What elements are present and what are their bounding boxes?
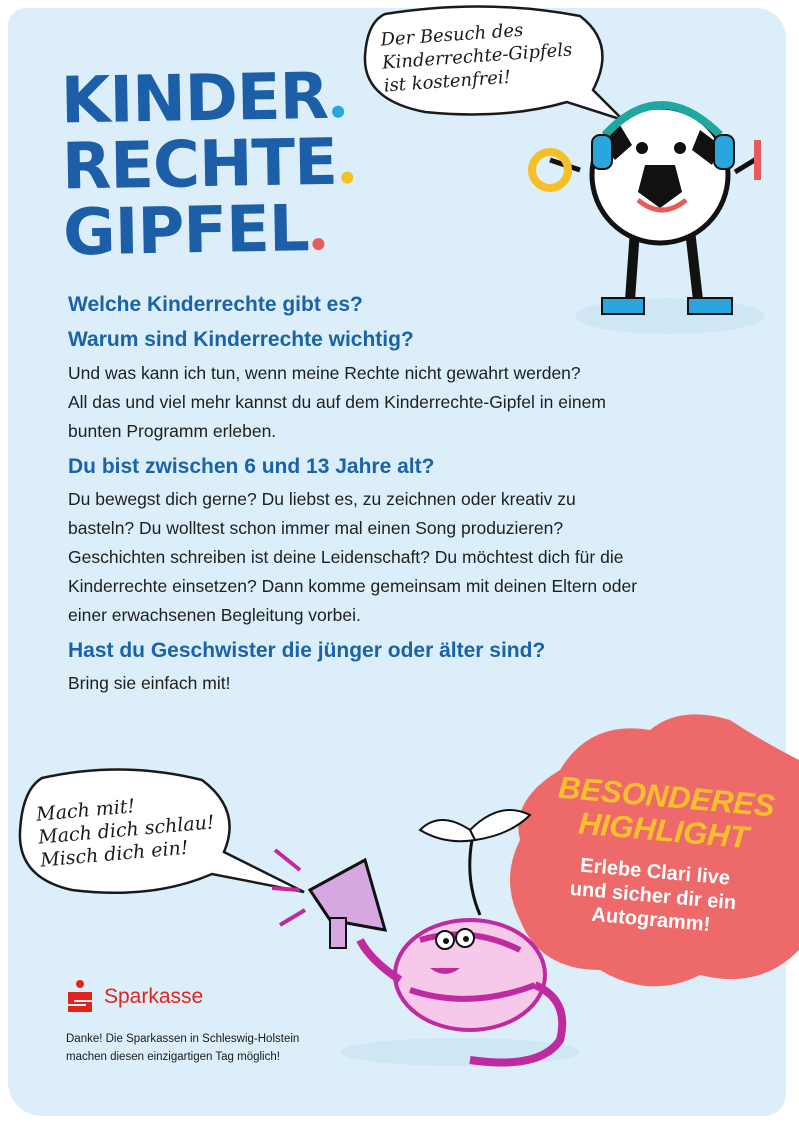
logo-dot-yellow <box>341 171 353 183</box>
main-content <box>68 290 748 698</box>
logo-dot-red <box>313 238 325 250</box>
intro-paragraph: Und was kann ich tun, wenn meine Rechte nicht gewahrt werden? All das und viel mehr kannst du auf dem Kinderrechte-Gipfel in einem bunten Programm erleben. <box>68 363 606 441</box>
logo-line-2: RECHTE <box>61 125 338 205</box>
sparkasse-logo <box>66 980 203 1014</box>
question-which-rights: Welche Kinderrechte gibt es? <box>68 293 363 316</box>
logo-line-3: GIPFEL <box>62 192 310 271</box>
left-bubble-text: Mach mit! Mach dich schlau! Misch dich ein! <box>35 795 216 872</box>
logo-dot-blue <box>332 106 344 118</box>
sparkasse-s-icon <box>66 980 94 1014</box>
question-why-important: Warum sind Kinderrechte wichtig? <box>68 328 414 351</box>
paintbrush-icon <box>754 140 761 180</box>
sparkasse-name: Sparkasse <box>104 985 204 1008</box>
siblings-paragraph: Bring sie einfach mit! <box>68 673 231 693</box>
activities-paragraph: Du bewegst dich gerne? Du liebst es, zu zeichnen oder kreativ zu basteln? Du wolltest schon immer mal einen Song produzieren? Geschichten schreiben ist deine Leidenschaft? Du möchtest dich für die Kinderrechte einsetzen? Dann komme gemeinsam mit deinen Eltern oder einer erwachsenen Begleitung vorbei. <box>68 489 638 625</box>
age-heading: Du bist zwischen 6 und 13 Jahre alt? <box>68 455 435 478</box>
megaphone-icon <box>310 860 385 930</box>
highlight-title: BESONDERES HIGHLIGHT <box>556 769 777 856</box>
logo-line-1: KINDER <box>60 59 329 139</box>
sponsor-thanks: Danke! Die Sparkassen in Schleswig-Holstein machen diesen einzigartigen Tag möglich! <box>66 1033 300 1063</box>
top-bubble-text: Der Besuch des Kinderrechte-Gipfels ist kostenfrei! <box>379 19 573 97</box>
siblings-heading: Hast du Geschwister die jünger oder älter sind? <box>68 639 546 662</box>
kinderrechte-gipfel-logo <box>60 59 354 271</box>
tambourine-icon <box>532 152 568 188</box>
highlight-text: Erlebe Clari live und sicher dir ein Autogramm! <box>568 854 737 937</box>
